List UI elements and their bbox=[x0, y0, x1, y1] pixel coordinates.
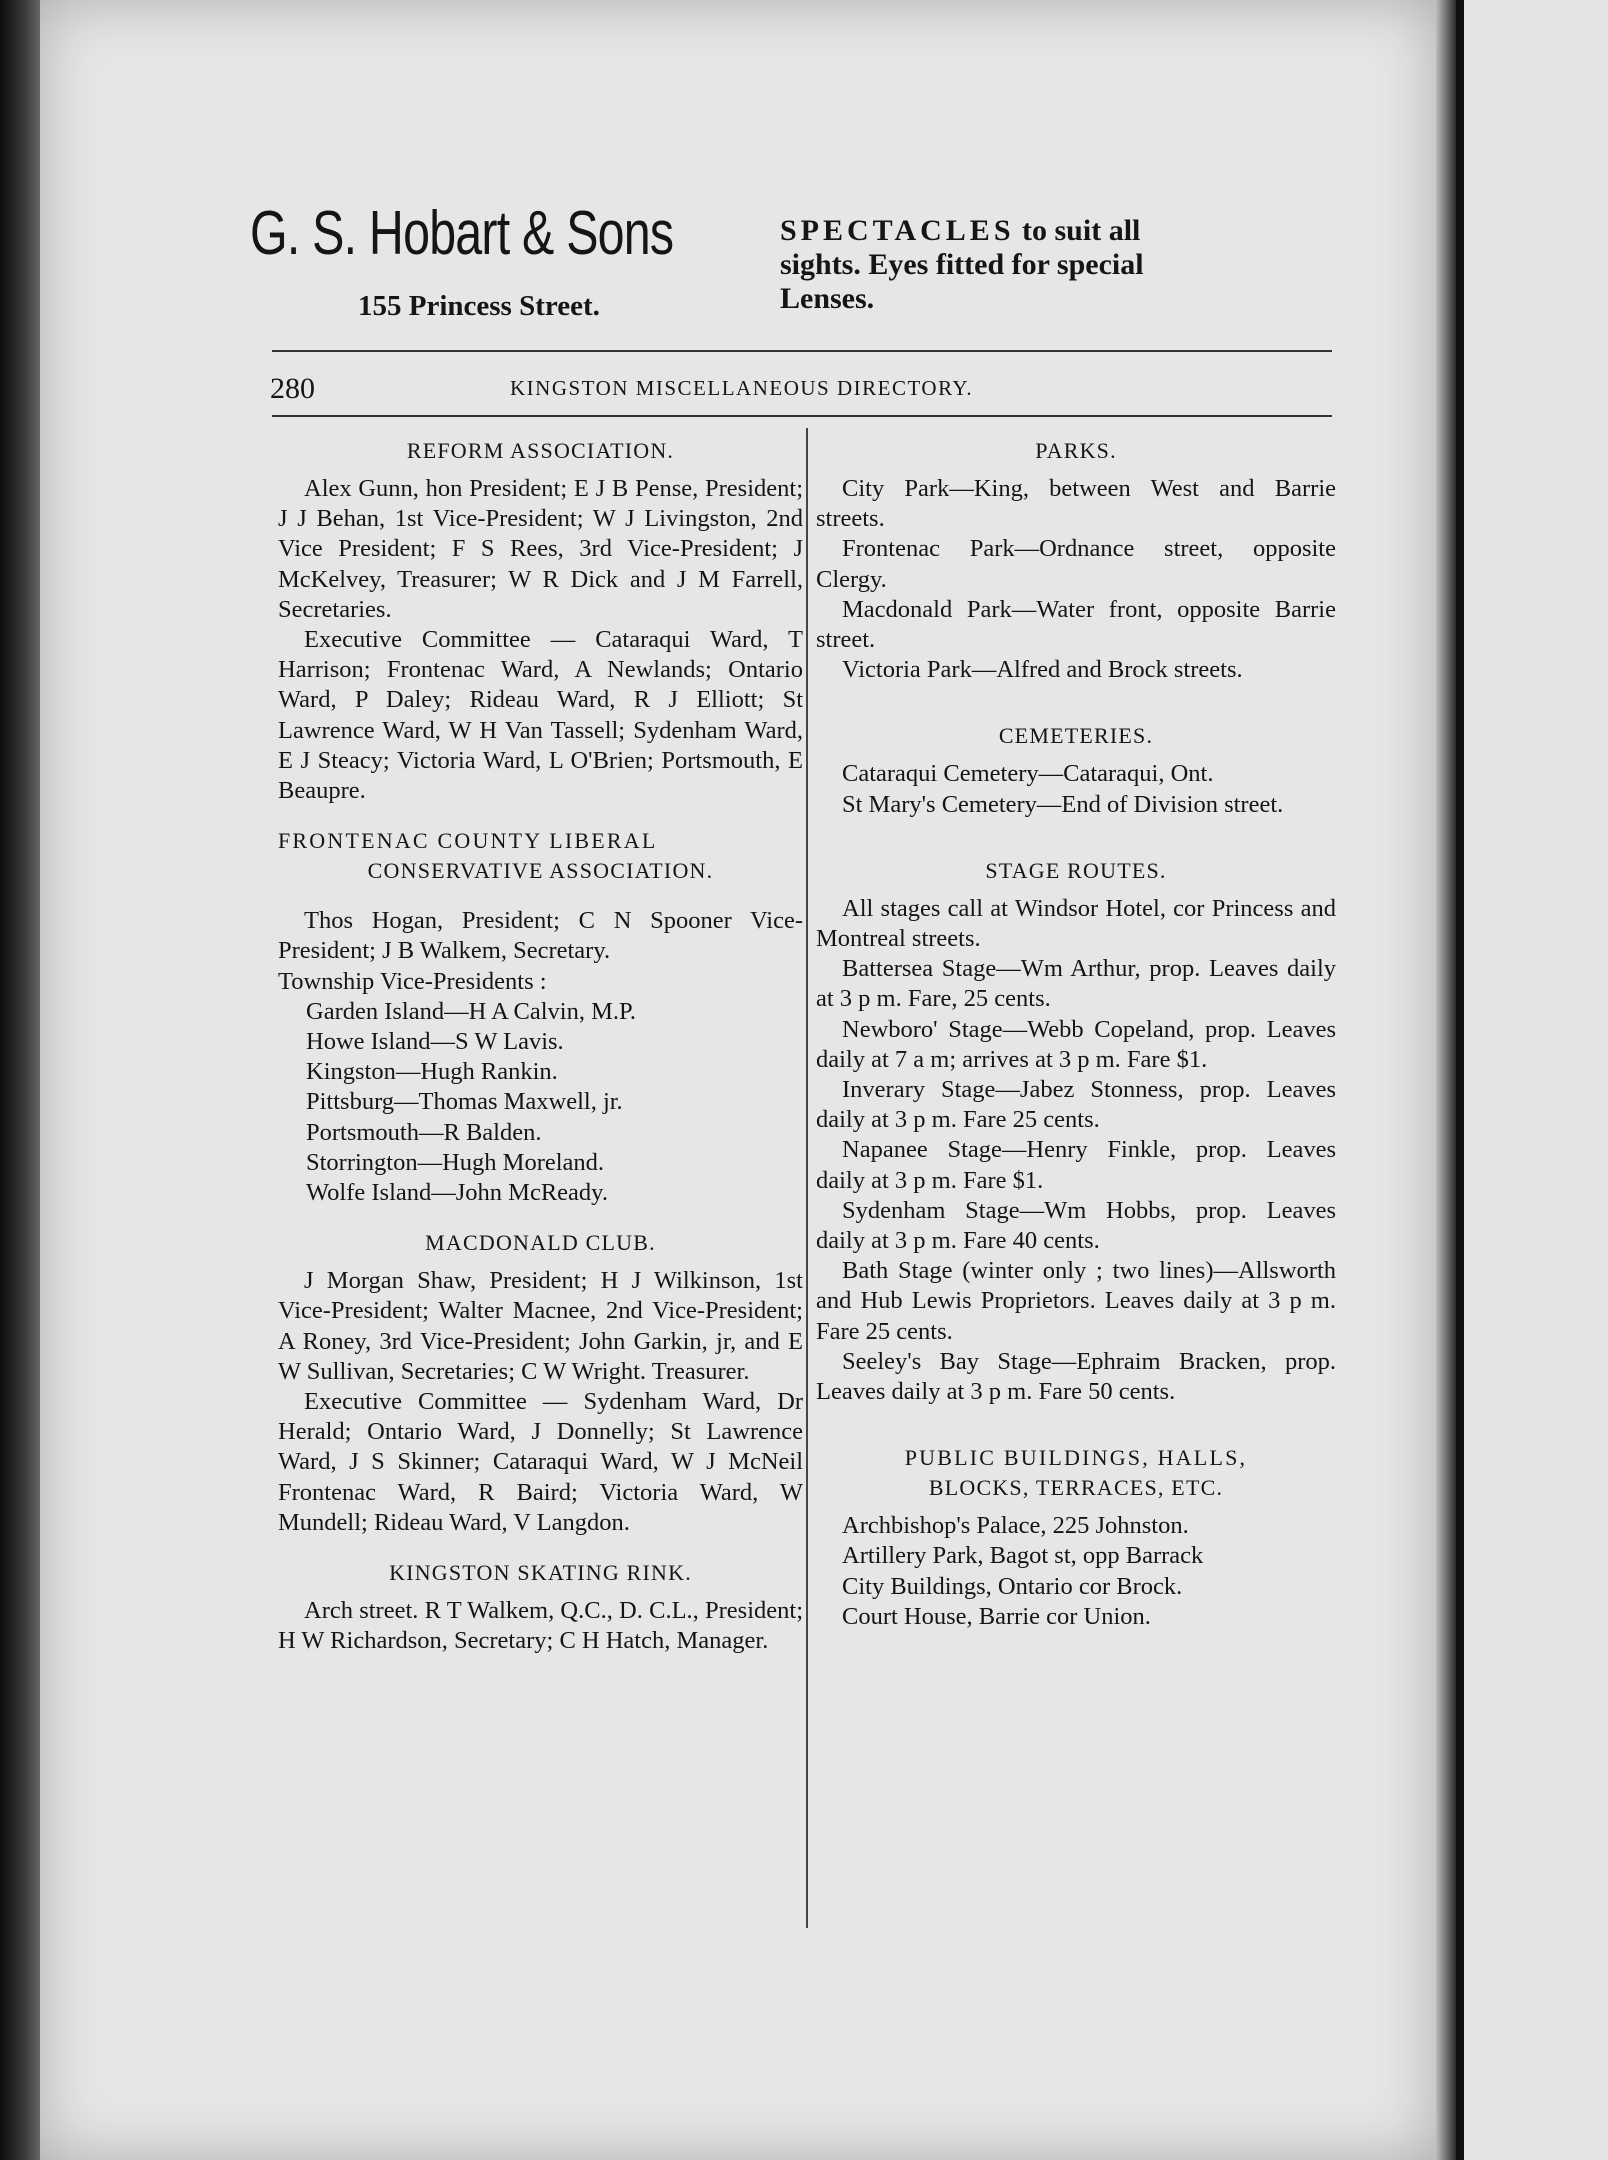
macdonald-heading: MACDONALD CLUB. bbox=[425, 1230, 656, 1256]
stage-seeleys-bay: Seeley's Bay Stage—Ephraim Bracken, prop. Leaves daily at 3 p m. Fare 50 cents. bbox=[816, 1347, 1336, 1406]
park-macdonald: Macdonald Park—Water front, opposite Barrie street. bbox=[816, 595, 1336, 654]
stages-heading: STAGE ROUTES. bbox=[985, 857, 1167, 883]
stage-battersea: Battersea Stage—Wm Arthur, prop. Leaves daily at 3 p m. Fare, 25 cents. bbox=[816, 955, 1336, 1013]
ad-slogan-line-2: sights. Eyes fitted for special bbox=[780, 248, 1144, 281]
reform-committee: Executive Committee — Cataraqui Ward, T Harrison; Frontenac Ward, A Newlands; Ontario Ward, P Daley; Rideau Ward, R J Elliott; St Lawrence Ward, W H Van Tassell; Sydenham Ward, E J Steacy; Victoria Ward, L O'Brien; Portsmouth, E Beaupre. bbox=[278, 626, 803, 805]
header-rule bbox=[272, 350, 1332, 352]
next-page-strip bbox=[1456, 0, 1608, 2160]
stage-newboro: Newboro' Stage—Webb Copeland, prop. Leaves daily at 7 a m; arrives at 3 p m. Fare $1. bbox=[816, 1015, 1336, 1073]
left-column bbox=[278, 436, 803, 1657]
frontenac-township-label: Township Vice-Presidents : bbox=[278, 967, 547, 995]
ad-slogan bbox=[780, 214, 1340, 316]
rink-details: Arch street. R T Walkem, Q.C., D. C.L., President; H W Richardson, Secretary; C H Hatch, Manager. bbox=[278, 1597, 803, 1655]
public-artillery-park: Artillery Park, Bagot st, opp Barrack bbox=[842, 1542, 1204, 1570]
parks-heading: PARKS. bbox=[1035, 438, 1117, 463]
park-city: City Park—King, between West and Barrie streets. bbox=[816, 475, 1336, 533]
column-divider bbox=[806, 428, 808, 1928]
ad-slogan-suit: to suit all bbox=[1022, 214, 1141, 247]
rink-heading: KINGSTON SKATING RINK. bbox=[389, 1560, 692, 1586]
cemetery-st-marys: St Mary's Cemetery—End of Division street. bbox=[842, 790, 1284, 818]
township-storrington: Storrington—Hugh Moreland. bbox=[306, 1148, 605, 1176]
township-pittsburg: Pittsburg—Thomas Maxwell, jr. bbox=[306, 1088, 623, 1116]
page-number: 280 bbox=[270, 372, 315, 405]
directory-page bbox=[40, 0, 1436, 2160]
public-heading-2: BLOCKS, TERRACES, ETC. bbox=[928, 1475, 1224, 1501]
running-title: KINGSTON MISCELLANEOUS DIRECTORY. bbox=[510, 376, 974, 400]
ad-firm-name: G. S. Hobart & Sons bbox=[250, 199, 674, 268]
public-city-buildings: City Buildings, Ontario cor Brock. bbox=[842, 1572, 1183, 1600]
title-rule bbox=[272, 415, 1332, 417]
township-wolfe-island: Wolfe Island—John McReady. bbox=[306, 1179, 608, 1207]
page-right-edge bbox=[1436, 0, 1456, 2160]
township-portsmouth: Portsmouth—R Balden. bbox=[306, 1118, 542, 1146]
public-archbishops-palace: Archbishop's Palace, 225 Johnston. bbox=[842, 1512, 1189, 1540]
page-content bbox=[40, 0, 1436, 2160]
frontenac-officers: Thos Hogan, President; C N Spooner Vice-President; J B Walkem, Secretary. bbox=[278, 907, 803, 965]
township-kingston: Kingston—Hugh Rankin. bbox=[306, 1058, 558, 1086]
park-frontenac: Frontenac Park—Ordnance street, opposite Clergy. bbox=[816, 535, 1336, 593]
cemetery-cataraqui: Cataraqui Cemetery—Cataraqui, Ont. bbox=[842, 760, 1214, 788]
ad-slogan-line-1 bbox=[780, 214, 1340, 248]
cemeteries-heading: CEMETERIES. bbox=[998, 723, 1154, 749]
frontenac-heading-1: FRONTENAC COUNTY LIBERAL bbox=[278, 828, 658, 854]
reform-heading: REFORM ASSOCIATION. bbox=[406, 438, 675, 463]
ad-slogan-line-3: Lenses. bbox=[780, 282, 875, 315]
township-howe-island: Howe Island—S W Lavis. bbox=[306, 1028, 564, 1056]
public-court-house: Court House, Barrie cor Union. bbox=[842, 1602, 1151, 1630]
stage-bath: Bath Stage (winter only ; two lines)—Allsworth and Hub Lewis Proprietors. Leaves daily at 3 p m. Fare 25 cents. bbox=[816, 1257, 1336, 1345]
ad-firm-address: 155 Princess Street. bbox=[358, 290, 600, 322]
right-column bbox=[816, 436, 1336, 1632]
gutter-shadow bbox=[1456, 0, 1464, 2160]
macdonald-committee: Executive Committee — Sydenham Ward, Dr Herald; Ontario Ward, J Donnelly; St Lawrence Ward, J S Skinner; Cataraqui Ward, W J McNeil Frontenac Ward, R Baird; Victoria Ward, W Mundell; Rideau Ward, V Langdon. bbox=[278, 1388, 803, 1536]
page-binding-shadow bbox=[0, 0, 40, 2160]
stage-inverary: Inverary Stage—Jabez Stonness, prop. Leaves daily at 3 p m. Fare 25 cents. bbox=[816, 1076, 1336, 1134]
ad-slogan-spectacles: SPECTACLES bbox=[780, 214, 1015, 247]
public-heading-1: PUBLIC BUILDINGS, HALLS, bbox=[904, 1445, 1248, 1471]
frontenac-heading-2: CONSERVATIVE ASSOCIATION. bbox=[367, 858, 714, 884]
stage-napanee: Napanee Stage—Henry Finkle, prop. Leaves daily at 3 p m. Fare $1. bbox=[816, 1136, 1336, 1194]
reform-officers: Alex Gunn, hon President; E J B Pense, President; J J Behan, 1st Vice-President; W J Livingston, 2nd Vice President; F S Rees, 3rd Vice-President; J McKelvey, Treasurer; W R Dick and J M Farrell, Secretaries. bbox=[278, 475, 803, 623]
stage-note: All stages call at Windsor Hotel, cor Princess and Montreal streets. bbox=[816, 894, 1336, 953]
stage-sydenham: Sydenham Stage—Wm Hobbs, prop. Leaves daily at 3 p m. Fare 40 cents. bbox=[816, 1196, 1336, 1255]
macdonald-officers: J Morgan Shaw, President; H J Wilkinson, 1st Vice-President; Walter Macnee, 2nd Vice-President; A Roney, 3rd Vice-President; John Garkin, jr, and E W Sullivan, Secretaries; C W Wright. Treasurer. bbox=[278, 1267, 803, 1385]
township-garden-island: Garden Island—H A Calvin, M.P. bbox=[306, 997, 637, 1025]
park-victoria: Victoria Park—Alfred and Brock streets. bbox=[842, 656, 1243, 684]
